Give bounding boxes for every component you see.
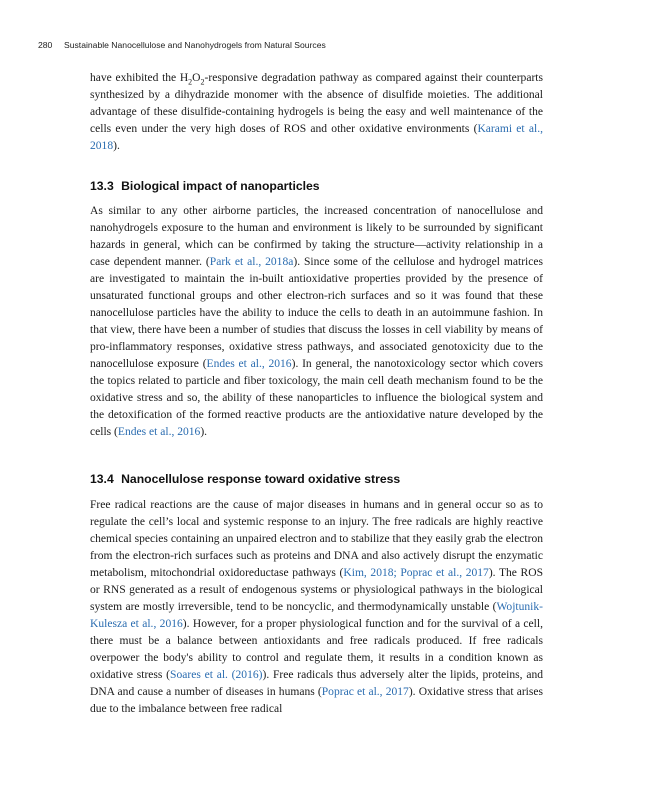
text-run: ). Free radicals thus adversely alter the lipids, proteins, and DNA and cause a number of diseases in humans ( [90, 669, 543, 698]
text-run: ). The ROS or RNS generated as a result of endogenous systems or physiological pathways in the biological system are mostly irreversible, tend to be noncyclic, and thermodynamically unstable ( [90, 567, 543, 613]
subscript: 2 [188, 77, 193, 87]
citation-link[interactable]: Soares et al. (2016) [170, 669, 263, 681]
paragraph-1 [90, 70, 543, 155]
section-heading-13-3 [90, 179, 320, 193]
subscript: 2 [200, 77, 205, 87]
text-run: ). However, for a proper physiological function and for the survival of a cell, there must be a balance between antioxidants and free radicals produced. If free radicals overpower the body's ability to control and regulate them, it results in a condition known as oxidative stress ( [90, 618, 543, 681]
section-number: 13.3 [90, 179, 114, 193]
citation-link[interactable]: Endes et al., 2016 [117, 426, 201, 438]
text-run: ). Oxidative stress that arises due to the imbalance between free radical [90, 686, 543, 715]
section-heading-13-4 [90, 472, 400, 486]
text-run: have exhibited the H [90, 72, 189, 84]
section-title: Nanocellulose response toward oxidative stress [121, 472, 401, 486]
text-run: ). [200, 426, 208, 438]
section-title: Biological impact of nanoparticles [121, 179, 320, 193]
paragraph-2 [90, 203, 543, 441]
citation-link[interactable]: Kim, 2018; Poprac et al., 2017 [343, 567, 489, 579]
text-run: ). [113, 140, 120, 152]
text-run: ). Since some of the cellulose and hydrogel matrices are investigated to maintain the in-built antioxidative properties provided by the presence of unsaturated functional groups and other electron-rich surfaces and so it was found that these nanocellulose particles have the ability to induce the cells to death in an autoimmune fashion. In that view, there have been a number of studies that discuss the losses in cell viability by means of pro-inflammatory responses, oxidative stress pathways, and associated genotoxicity due to the nanocellulose exposure ( [90, 256, 543, 370]
section-number: 13.4 [90, 472, 114, 486]
citation-link[interactable]: Poprac et al., 2017 [321, 686, 409, 698]
running-header [38, 40, 558, 50]
text-run: As similar to any other airborne particles, the increased concentration of nanocellulose and nanohydrogels exposure to the human and environment is likely to be surrounded by significant hazards in general, which can be confirmed by taking the structure—activity relationship in a case dependent manner. ( [90, 205, 543, 268]
paragraph-3 [90, 497, 543, 718]
page-number: 280 [38, 40, 53, 50]
text-run: Free radical reactions are the cause of major diseases in humans and in general occur so as to regulate the cell’s local and systemic response to an injury. The free radicals are highly reactive chemical species containing an unpaired electron and to stabilize that they easily grab the electron from the electron-rich surfaces such as proteins and DNA and also actively disrupt the enzymatic metabolism, mitochondrial oxidoreductase pathways ( [90, 499, 543, 579]
text-run: O [192, 72, 201, 84]
text-run: ). In general, the nanotoxicology sector which covers the topics related to particle and fiber toxicology, the main cell death mechanism found to be the oxidative stress and so, the ability of these nanoparticles to influence the biological system and the detoxification of the formed reactive products are the antioxidative nature developed by the cells ( [90, 358, 543, 438]
book-title: Sustainable Nanocellulose and Nanohydrogels from Natural Sources [64, 40, 326, 50]
text-run: -responsive degradation pathway as compared against their counterparts synthesized by a dihydrazide monomer with the absence of disulfide moieties. The additional advantage of these disulfide-containing hydrogels is being the easy and well maintenance of the cells even under the very high doses of ROS and other oxidative environments ( [90, 72, 543, 135]
citation-link[interactable]: Wojtunik-Kulesza et al., 2016 [90, 601, 543, 630]
citation-link[interactable]: Endes et al., 2016 [206, 358, 292, 370]
citation-link[interactable]: Karami et al., 2018 [90, 123, 543, 152]
citation-link[interactable]: Park et al., 2018a [209, 256, 294, 268]
